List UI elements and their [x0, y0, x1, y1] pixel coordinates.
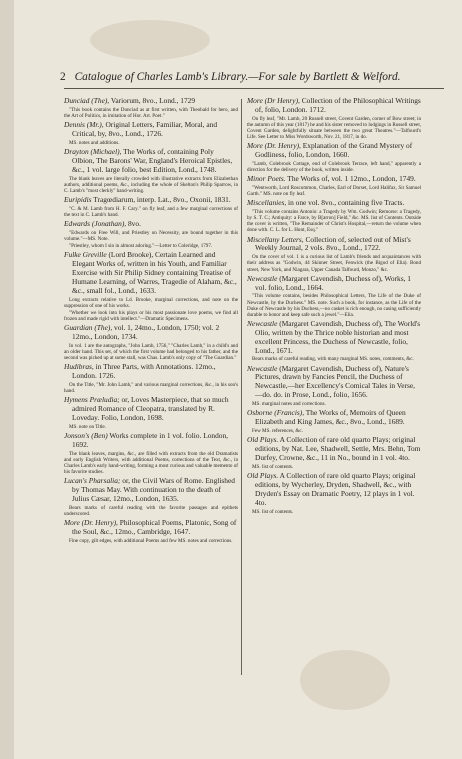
entry-note: "This volume contains, besides Philosophical Letters, The Life of the Duke of Newcastle, by the Duchess." MS. note. Such a book, for instance, as the Life of the Duke of Newcastle by his Duchess,—no casket is rich enough, no casing sufficiently durable to honor and keep safe such a jewel."—Elia.	[247, 293, 421, 318]
entry-name: Hymens Præludia;	[64, 395, 120, 405]
entry-description: or, the Civil Wars of Rome. Englished by Thomas May. With continuation to the death of Julius Cæsar, 12mo., London, 1635.	[72, 476, 235, 504]
catalogue-entry	[247, 199, 421, 233]
entry-name: Guardian (The),	[64, 323, 113, 333]
entry-note: Bears marks of careful reading with the favorite passages and epithets underscored.	[64, 505, 238, 518]
entry-note: "Priestley, whom I sin in almost adoring."—Letter to Coleridge, 1797.	[69, 243, 213, 250]
entry-note: "Edwards on Free Will, and Priestley on Necessity, are bound together in this volume."—MS. Note.	[64, 230, 238, 243]
entry-description: The Works of, vol. 1 12mo., London, 1749.	[285, 174, 416, 184]
catalogue-entry	[247, 142, 421, 173]
entry-name: Old Plays.	[247, 471, 279, 480]
catalogue-entry	[64, 121, 238, 146]
entry-description: (Margaret Cavendish, Duchess of), The World's Olio, written by the Thrice noble historian and most excellent Princess, the Duchess of Newcastle, folio, Lond., 1671.	[255, 318, 421, 355]
entry-name: Old Plays.	[247, 435, 279, 445]
catalogue-entry	[64, 324, 238, 361]
entry-name: Osborne (Francis),	[247, 408, 305, 418]
entry-note: MS. note on Title.	[69, 424, 106, 430]
entry-description: The Works of, containing Poly Olbion, The Barons' War, England's Heroical Epistles, &c., 1 vol. large folio, best Edition, Lond., 1748.	[72, 147, 233, 174]
entry-description: Collection of, selected out of Mist's Weekly Journal, 2 vols. 8vo., Lond., 1722.	[255, 234, 411, 253]
entry-description: (Margaret Cavendish, Duchess of), Nature's Pictures, drawn by Fancies Pencil, the Duchess of Newcastle,—her Excellency's Comical Tales in Verse,—do. do. in Prose, Lond., folio, 1656.	[255, 363, 416, 400]
entry-heading	[64, 432, 238, 450]
entry-note: Long extracts relative to Ld. Brooke, marginal corrections, and note on the suppression of one of his works.	[64, 296, 238, 309]
entry-name: Minor Poets.	[247, 174, 286, 184]
entry-note: Bears marks of careful reading, with many marginal MS. notes, comments, &c.	[252, 356, 414, 363]
catalogue-entry	[64, 220, 238, 249]
catalogue-entry	[247, 97, 421, 140]
entry-note: "Wentworth, Lord Roscommon, Charles, Earl of Dorset, Lord Halifax, Sir Samuel Garth." MS. note on fly leaf.	[247, 185, 421, 198]
page-header	[60, 71, 440, 83]
entry-name: Newcastle	[247, 363, 278, 373]
entry-description: in one vol. 8vo., containing five Tracts.	[286, 198, 405, 208]
page-number: 2	[60, 71, 66, 83]
right-column	[247, 97, 421, 517]
entry-name: Lucan's Pharsalia;	[64, 476, 121, 486]
catalogue-entry	[247, 365, 421, 408]
entry-heading	[64, 196, 238, 205]
binding-edge	[0, 0, 14, 759]
entry-note: "This volume contains Antonio: a Tragedy by Wm. Godwin; Remorse: a Tragedy, by S. T. C.; Antiquity: a Farce, by B[arron] Field," &c. MS. list of Contents. Outside the cover is written, "The Remainder of Christ's Hospital,—return the volume when done with. C. L. for L. Hunt, Esq."	[247, 209, 421, 234]
entry-note: On the Title, "Mr. John Lamb," and various marginal corrections, &c., in his son's hand.	[64, 382, 238, 395]
entry-name: Newcastle	[247, 318, 278, 328]
entry-note: Few MS. references, &c.	[252, 428, 303, 435]
entry-description: Tragœdiarum, interp. Lat., 8vo., Oxonii, 1831.	[91, 195, 231, 204]
entry-name: Fulke Greville	[64, 250, 107, 260]
entry-name: Drayton (Michael),	[64, 147, 122, 156]
entry-name: More (Dr. Henry),	[64, 518, 118, 528]
entry-description: (Margaret Cavendish, Duchess of), Works, 1 vol. folio, Lond., 1664.	[255, 273, 411, 292]
entry-name: Dunciad (The),	[64, 96, 110, 105]
entry-heading	[247, 436, 421, 463]
entry-heading	[247, 365, 421, 401]
entry-heading	[64, 121, 238, 139]
header-rule	[64, 88, 444, 89]
entry-heading	[64, 519, 238, 537]
catalogue-entry	[247, 175, 421, 197]
entry-note: "Lamb, Colebrook Cottage, end of Colebrook Terrace, left hand," apparently a direction for the delivery of the book, written inside.	[247, 161, 421, 174]
paper-stain	[90, 20, 210, 60]
entry-name: Jonson's (Ben)	[64, 431, 108, 441]
entry-note: The blank leaves, margins, &c., are filled with extracts from the old Dramatists and early English Writers, with additional Poems, corrections of the Text, &c., in Charles Lamb's early hand-writing, forming a most curious and valuable memento of his favorite studies.	[64, 450, 238, 476]
entry-heading	[64, 324, 238, 342]
catalogue-entry	[64, 396, 238, 430]
left-column	[64, 97, 238, 546]
entry-heading	[247, 409, 421, 427]
catalogue-entry	[64, 519, 238, 544]
entry-description: vol. 1, 24mo., London, 1750; vol. 2 12mo., London, 1734.	[72, 323, 220, 342]
entry-name: Euripidis	[64, 195, 92, 204]
entry-heading	[247, 175, 421, 184]
column-divider	[241, 99, 242, 675]
entry-note: The blank leaves are literally crowded with illustrative extracts from Elizabethan authors, additional poems, &c., including the whole of Skelton's Philip Sparrow, in C. Lamb's "most clerkly" hand-writing.	[64, 175, 238, 194]
entry-heading	[247, 142, 421, 160]
entry-description: The Works of, Memoirs of Queen Elizabeth and King James, &c., 8vo., Lond., 1689.	[255, 408, 406, 427]
entry-description: A Collection of rare old quarto Plays; original editions, by Wycherley, Dryden, Shadwell, &c., with Dryden's Essay on Dramatic Poetry, 12 plays in 1 vol. 4to.	[255, 471, 416, 507]
entry-heading	[247, 320, 421, 356]
entry-name: Newcastle	[247, 273, 278, 283]
entry-note: MS. marginal notes and corrections.	[252, 401, 326, 408]
entry-name: Edwards (Jonathan),	[64, 219, 127, 229]
entry-description: or, Loves Masterpiece, that so much admired Romance of Cleopatra, translated by R. Loveday. Folio, London, 1698.	[72, 395, 229, 423]
paper-stain	[300, 650, 390, 710]
entry-heading	[64, 396, 238, 423]
entry-heading	[247, 236, 421, 254]
entry-description: 8vo.	[126, 219, 141, 229]
catalogue-entry	[247, 409, 421, 434]
page-title: Catalogue of Charles Lamb's Library.—For sale by Bartlett & Welford.	[74, 71, 401, 83]
catalogue-entry	[247, 436, 421, 470]
entry-heading	[247, 275, 421, 293]
entry-heading	[64, 148, 238, 175]
catalogue-entry	[64, 251, 238, 322]
entry-note: "Whether we look into his plays or his most passionate love poems, we find all frozen and made rigid with intellect."—Dramatic Specimens.	[64, 310, 238, 323]
entry-heading	[64, 97, 238, 106]
catalogue-entry	[64, 432, 238, 475]
entry-heading	[247, 199, 421, 208]
catalogue-entry	[247, 320, 421, 363]
entry-note: On fly leaf, "Mr. Lamb, 20 Russell street, Covent Garden, corner of Bow street; in the autumn of this year (1817) he and his sister removed to lodgings in Russell street, Covent Garden, delightfully situate between the two great Theatres."—Talfourd's Life. See Letter to Miss Wordsworth, Nov. 21, 1817, in do.	[247, 115, 422, 141]
entry-note: MS. list of contents.	[252, 463, 294, 470]
entry-note: "This book contains the Dunciad as at first written, with Theobald for hero, and the Art of Politics, in imitation of Hor. Art. Poet."	[64, 106, 238, 119]
entry-name: More (Dr Henry),	[247, 96, 300, 105]
catalogue-entry	[64, 477, 238, 517]
entry-description: Original Letters, Familiar, Moral, and Critical, by, 8vo., Lond., 1726.	[72, 120, 218, 138]
entry-heading	[64, 477, 238, 504]
entry-note: MS. list of contents.	[252, 508, 294, 515]
entry-note: "C. & M. Lamb from H. F. Cary." on fly leaf, and a few marginal corrections of the text in C. Lamb's hand.	[64, 205, 238, 218]
entry-heading	[64, 220, 238, 229]
entry-heading	[247, 97, 421, 115]
entry-description: in Three Parts, with Annotations. 12mo., London. 1726.	[72, 362, 216, 381]
entry-description: (Lord Brooke), Certain Learned and Elegant Works of, written in his Youth, and Familiar Exercise with Sir Philip Sidney containing Treatise of Humane Learning, of Warres, Tragedie of Alaham, &c., &c., small fol., Lond., 1633.	[72, 250, 237, 295]
entry-description: Collection of the Philosophical Writings of, folio, London. 1712.	[255, 96, 421, 114]
catalogue-entry	[247, 236, 421, 273]
entry-note: MS. notes and additions.	[69, 139, 120, 146]
entry-heading	[64, 363, 238, 381]
entry-name: Miscellanies,	[247, 198, 287, 208]
catalogue-entry	[64, 363, 238, 394]
entry-note: In vol. 1 are the autographs, "John Lamb, 1756," "Charles Lamb," in a child's and an older hand. This set, of which the first volume had belonged to his father, and the second was picked up at some stall, was Chas. Lamb's only copy of "The Guardian."	[64, 343, 238, 362]
catalogue-entry	[247, 472, 421, 515]
entry-description: A Collection of rare old quarto Plays; original editions, by Nat. Lee, Shadwell, Settle, Mrs. Behn, Tom Durfey, Crowne, &c., 11 in No., bound in 1 vol. 4to.	[255, 435, 421, 462]
entry-heading	[247, 472, 421, 508]
entry-name: Miscellany Letters,	[247, 234, 304, 244]
catalogue-entry	[247, 275, 421, 318]
catalogue-entry	[64, 97, 238, 119]
entry-note: Fine copy, gilt edges, with additional Poems and few MS. notes and corrections.	[69, 538, 233, 544]
entry-name: Dennis (Mr.),	[64, 120, 104, 130]
entry-description: Variorum, 8vo., Lond., 1729	[109, 96, 196, 105]
entry-name: Hudibras,	[64, 362, 94, 372]
entry-description: Works complete in 1 vol. folio. London, 1692.	[72, 431, 229, 449]
entry-description: Philosophical Poems, Platonic, Song of the Soul, &c., 12mo., Cambridge, 1647.	[72, 518, 237, 537]
catalogue-entry	[64, 196, 238, 218]
catalogue-entry	[64, 148, 238, 194]
entry-heading	[64, 251, 238, 296]
entry-description: Explanation of the Grand Mystery of Godliness, folio, London, 1660.	[255, 141, 413, 160]
entry-note: On the cover of vol. 1 is a curious list of Lamb's friends and acquaintances with their address as "Godwin, 44 Skinner Street, Fenwick (the Bigod of Elia). Bond street, New York, and Niagara, Upper Canada Talfourd, Monzo," &c.	[247, 254, 421, 273]
entry-name: More (Dr. Henry),	[247, 141, 301, 151]
